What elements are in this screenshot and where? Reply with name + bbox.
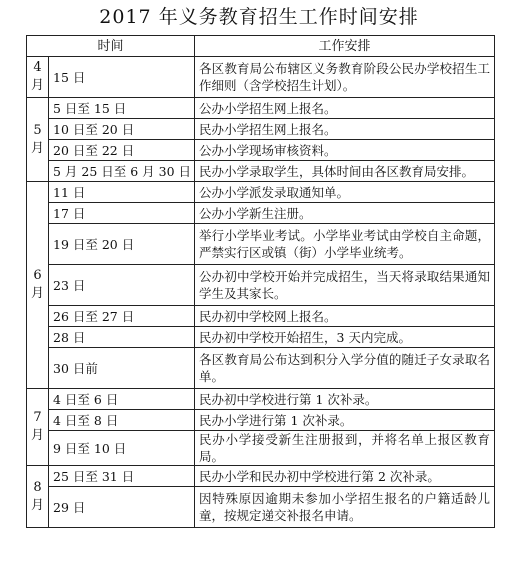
date-cell: 11 日 bbox=[49, 182, 195, 203]
month-unit: 月 bbox=[31, 497, 45, 513]
table-row bbox=[27, 431, 495, 466]
date-cell: 29 日 bbox=[49, 487, 195, 528]
month-unit: 月 bbox=[31, 428, 45, 443]
table-row bbox=[27, 466, 495, 487]
date-cell: 5 月 25 日至 6 月 30 日 bbox=[49, 161, 195, 182]
month-unit: 月 bbox=[31, 286, 45, 301]
table-row bbox=[27, 348, 495, 389]
date-cell: 4 日至 6 日 bbox=[49, 389, 195, 410]
month-number: 7 bbox=[33, 410, 42, 425]
work-cell: 民办初中学校进行第 1 次补录。 bbox=[195, 389, 495, 410]
date-cell: 25 日至 31 日 bbox=[49, 466, 195, 487]
month-unit: 月 bbox=[31, 78, 45, 93]
table-row bbox=[27, 265, 495, 306]
work-cell: 民办小学录取学生，具体时间由各区教育局安排。 bbox=[195, 161, 495, 182]
header-work: 工作安排 bbox=[195, 36, 495, 57]
date-cell: 4 日至 8 日 bbox=[49, 410, 195, 431]
schedule-table bbox=[26, 35, 495, 528]
date-cell: 26 日至 27 日 bbox=[49, 306, 195, 327]
work-cell: 公办初中学校开始并完成招生，当天将录取结果通知学生及其家长。 bbox=[195, 265, 495, 306]
month-number: 4 bbox=[33, 60, 42, 75]
work-cell: 公办小学派发录取通知单。 bbox=[195, 182, 495, 203]
month-cell bbox=[27, 182, 49, 389]
schedule-body bbox=[27, 57, 495, 528]
date-cell: 23 日 bbox=[49, 265, 195, 306]
month-number: 6 bbox=[33, 268, 42, 283]
month-number: 5 bbox=[33, 122, 42, 138]
date-cell: 17 日 bbox=[49, 203, 195, 224]
table-row bbox=[27, 98, 495, 119]
table-row bbox=[27, 57, 495, 98]
date-cell: 15 日 bbox=[49, 57, 195, 98]
header-time: 时间 bbox=[27, 36, 195, 57]
date-cell: 28 日 bbox=[49, 327, 195, 348]
work-cell: 因特殊原因逾期未参加小学招生报名的户籍适龄儿童，按规定递交补报名申请。 bbox=[195, 487, 495, 528]
page-title: 2017 年义务教育招生工作时间安排 bbox=[99, 6, 419, 28]
table-row bbox=[27, 389, 495, 410]
work-cell: 民办初中学校网上报名。 bbox=[195, 306, 495, 327]
work-cell: 举行小学毕业考试。小学毕业考试由学校自主命题，严禁实行区或镇（街）小学毕业统考。 bbox=[195, 224, 495, 265]
date-cell: 9 日至 10 日 bbox=[49, 431, 195, 466]
date-cell: 5 日至 15 日 bbox=[49, 98, 195, 119]
month-cell bbox=[27, 466, 49, 528]
work-cell: 民办小学进行第 1 次补录。 bbox=[195, 410, 495, 431]
table-row bbox=[27, 182, 495, 203]
work-cell: 公办小学现场审核资料。 bbox=[195, 140, 495, 161]
table-row bbox=[27, 410, 495, 431]
work-cell: 民办小学招生网上报名。 bbox=[195, 119, 495, 140]
month-cell bbox=[27, 57, 49, 98]
table-row bbox=[27, 306, 495, 327]
table-row bbox=[27, 203, 495, 224]
date-cell: 10 日至 20 日 bbox=[49, 119, 195, 140]
table-row bbox=[27, 140, 495, 161]
table-row bbox=[27, 487, 495, 528]
month-cell bbox=[27, 98, 49, 182]
work-cell: 公办小学招生网上报名。 bbox=[195, 98, 495, 119]
month-unit: 月 bbox=[31, 140, 45, 156]
header-row bbox=[27, 36, 495, 57]
table-row bbox=[27, 119, 495, 140]
work-cell: 各区教育局公布辖区义务教育阶段公民办学校招生工作细则（含学校招生计划）。 bbox=[195, 57, 495, 98]
work-cell: 民办小学接受新生注册报到，并将名单上报区教育局。 bbox=[195, 431, 495, 466]
month-number: 8 bbox=[33, 479, 42, 495]
table-row bbox=[27, 224, 495, 265]
work-cell: 公办小学新生注册。 bbox=[195, 203, 495, 224]
date-cell: 19 日至 20 日 bbox=[49, 224, 195, 265]
work-cell: 民办小学和民办初中学校进行第 2 次补录。 bbox=[195, 466, 495, 487]
month-cell bbox=[27, 389, 49, 466]
date-cell: 20 日至 22 日 bbox=[49, 140, 195, 161]
work-cell: 民办初中学校开始招生，3 天内完成。 bbox=[195, 327, 495, 348]
date-cell: 30 日前 bbox=[49, 348, 195, 389]
table-row bbox=[27, 327, 495, 348]
table-row bbox=[27, 161, 495, 182]
work-cell: 各区教育局公布达到积分入学分值的随迁子女录取名单。 bbox=[195, 348, 495, 389]
